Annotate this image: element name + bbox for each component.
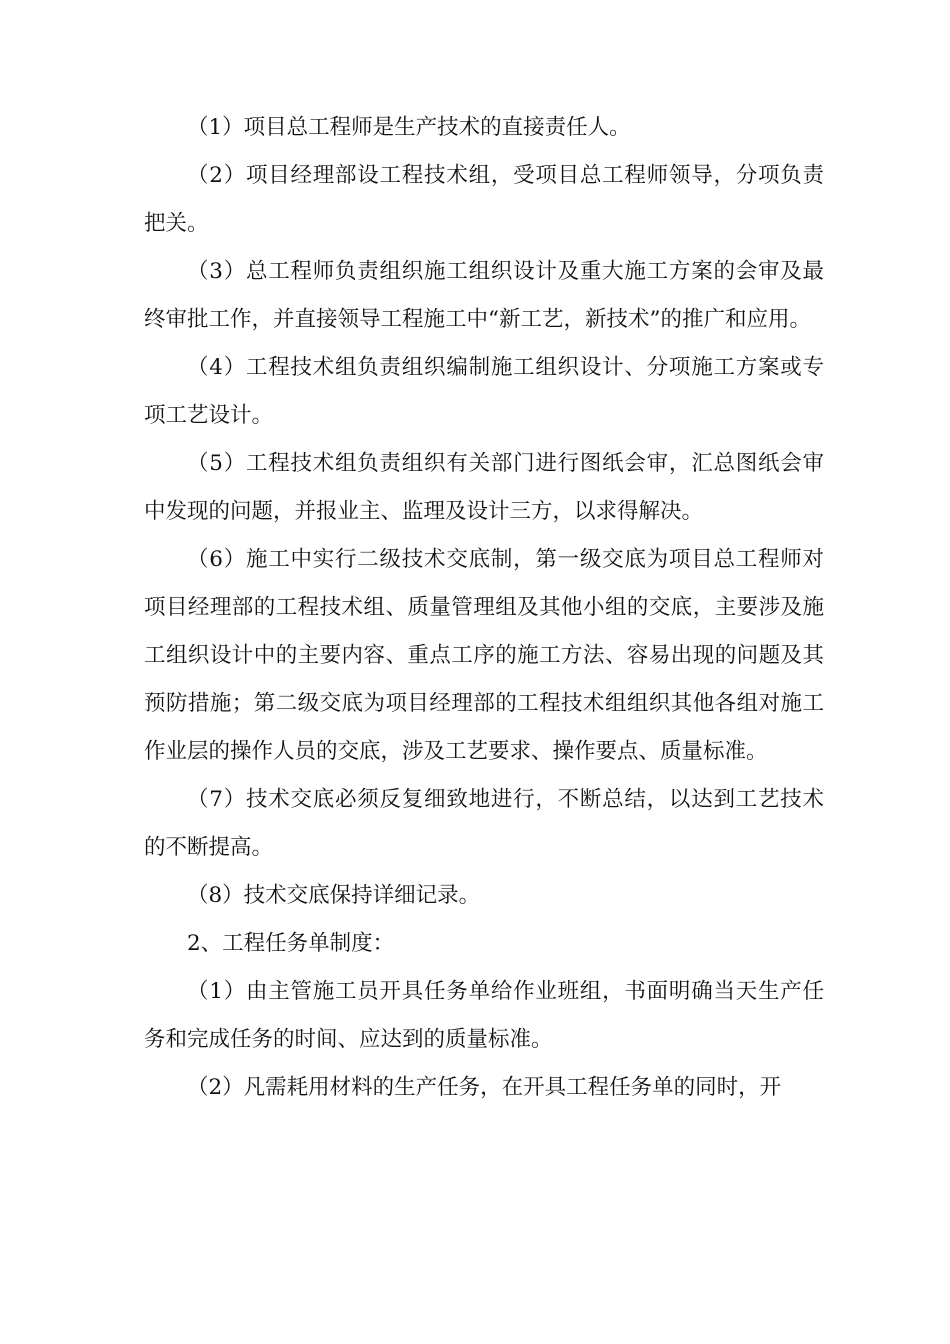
section-heading: 2、工程任务单制度： — [187, 931, 395, 956]
paragraph-2: （2）项目经理部设工程技术组，受项目总工程师领导，分项负责把关。 — [144, 163, 824, 236]
paragraph-9: （1）由主管施工员开具任务单给作业班组，书面明确当天生产任务和完成任务的时间、应达到的质量标准。 — [144, 979, 824, 1052]
paragraph-7: （7）技术交底必须反复细致地进行，不断总结，以达到工艺技术的不断提高。 — [144, 787, 824, 860]
document-body — [144, 104, 824, 1112]
paragraph-1: （1）项目总工程师是生产技术的直接责任人。 — [187, 115, 631, 140]
paragraph-5: （5）工程技术组负责组织有关部门进行图纸会审，汇总图纸会审中发现的问题，并报业主、监理及设计三方，以求得解决。 — [144, 451, 824, 524]
paragraph-8: （8）技术交底保持详细记录。 — [187, 883, 481, 908]
paragraph-3: （3）总工程师负责组织施工组织设计及重大施工方案的会审及最终审批工作，并直接领导工程施工中“新工艺，新技术”的推广和应用。 — [144, 259, 824, 332]
paragraph-10: （2）凡需耗用材料的生产任务，在开具工程任务单的同时，开 — [187, 1075, 782, 1100]
paragraph-6: （6）施工中实行二级技术交底制，第一级交底为项目总工程师对项目经理部的工程技术组、质量管理组及其他小组的交底，主要涉及施工组织设计中的主要内容、重点工序的施工方法、容易出现的问题及其预防措施；第二级交底为项目经理部的工程技术组组织其他各组对施工作业层的操作人员的交底，涉及工艺要求、操作要点、质量标准。 — [144, 547, 824, 764]
paragraph-4: （4）工程技术组负责组织编制施工组织设计、分项施工方案或专项工艺设计。 — [144, 355, 824, 428]
